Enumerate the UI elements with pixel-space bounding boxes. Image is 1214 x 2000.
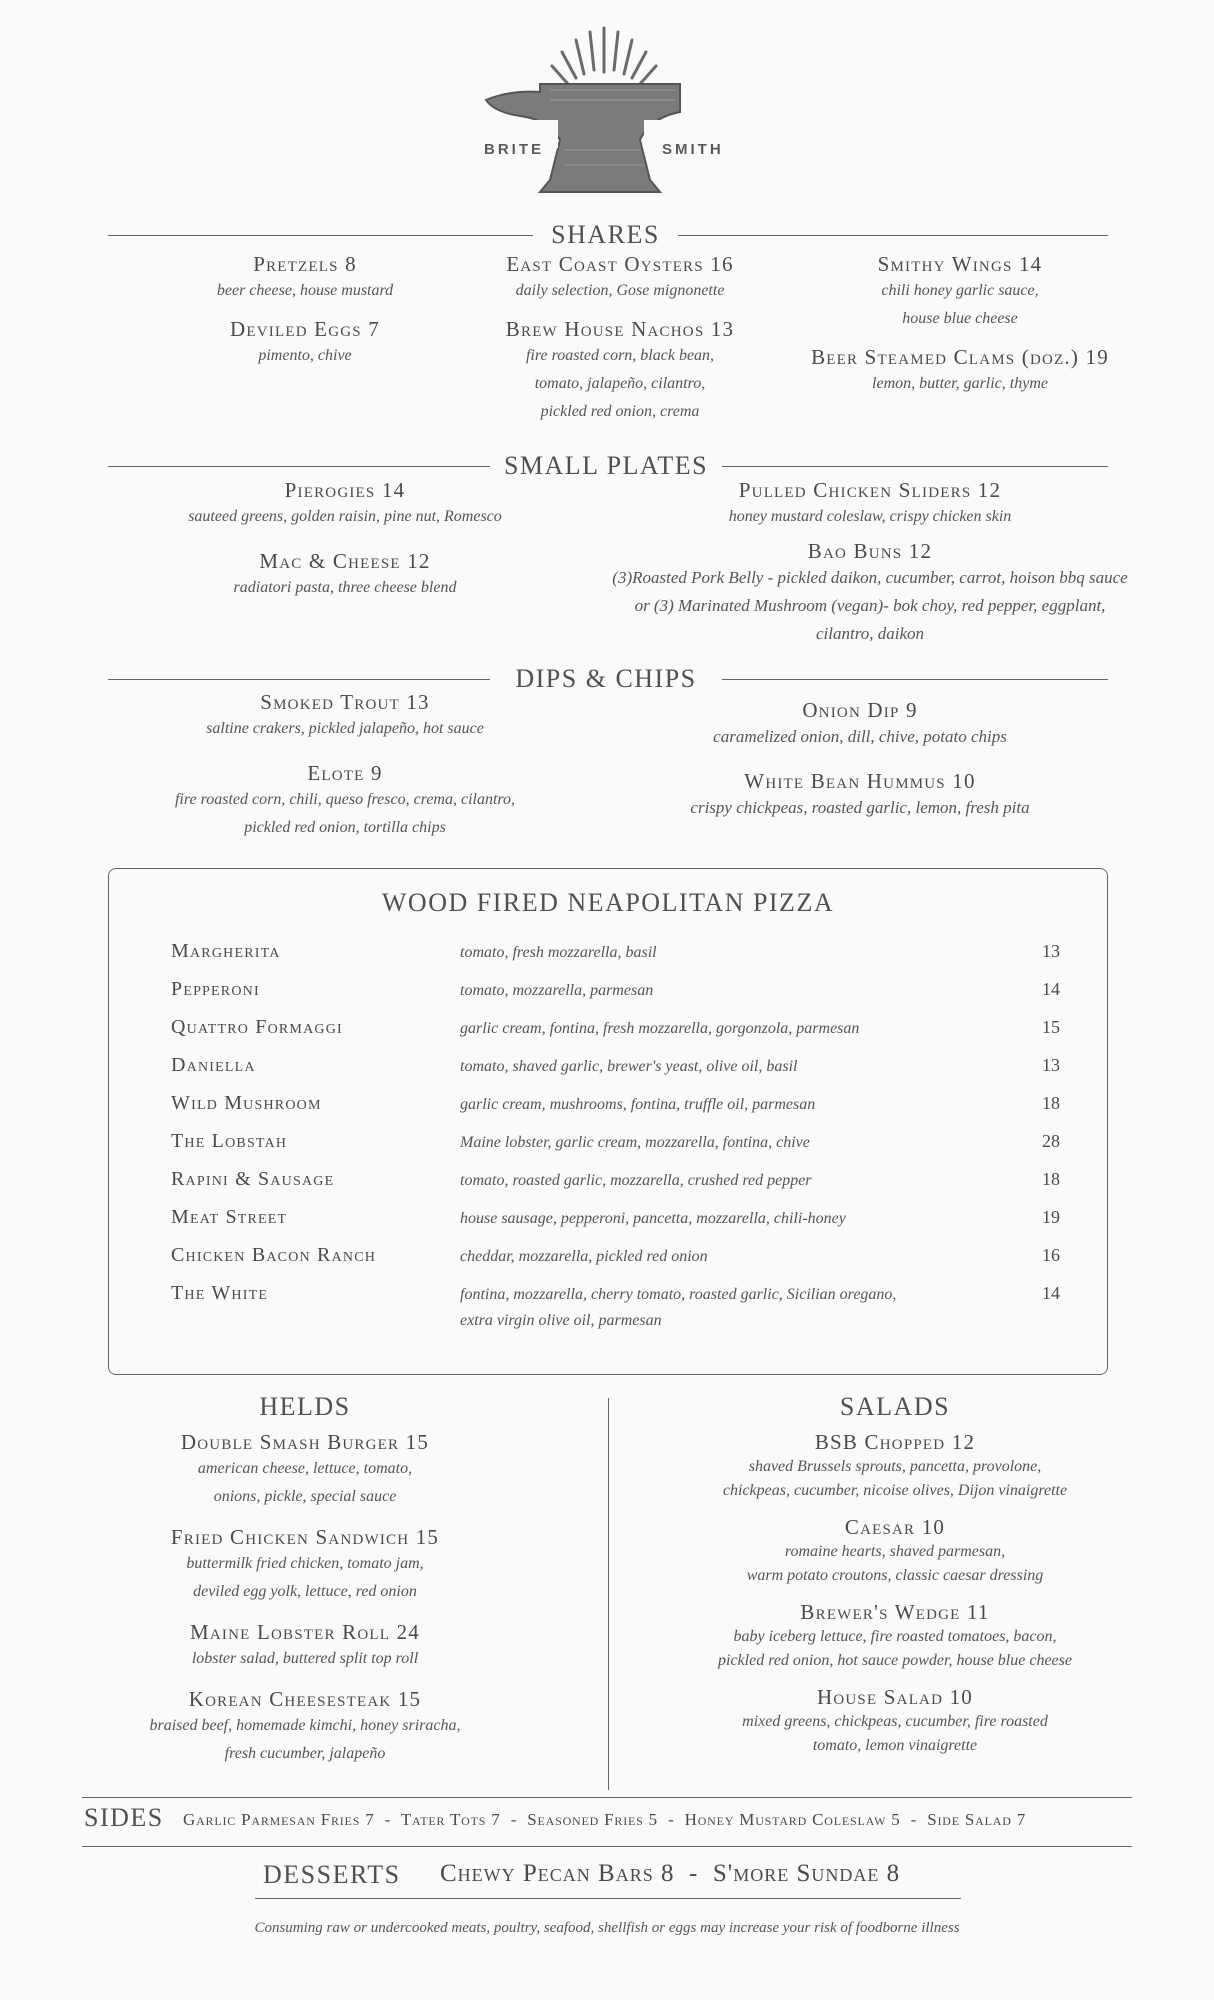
dips-right [630, 698, 1090, 822]
menu-item-name: Beer Steamed Clams (doz.) 19 [811, 345, 1109, 369]
menu-item-name: House Salad 10 [817, 1685, 973, 1709]
pizza-price: 18 [1042, 1093, 1060, 1113]
menu-item-name: Pierogies 14 [284, 478, 406, 502]
shares-column-2 [460, 252, 780, 426]
menu-item-name: Pretzels 8 [253, 252, 357, 276]
pizza-desc: tomato, fresh mozzarella, basil [460, 944, 657, 961]
pizza-name: Rapini & Sausage [171, 1168, 335, 1190]
divider [722, 466, 1108, 467]
pizza-desc: tomato, mozzarella, parmesan [460, 982, 654, 999]
section-title-shares: SHARES [551, 220, 660, 249]
menu-item-desc: mixed greens, chickpeas, cucumber, fire roasted tomato, lemon vinaigrette [742, 1713, 1048, 1754]
pizza-name: Wild Mushroom [171, 1092, 322, 1114]
menu-item-desc: buttermilk fried chicken, tomato jam, deviled egg yolk, lettuce, red onion [186, 1555, 424, 1600]
menu-item-name: Double Smash Burger 15 [180, 1430, 430, 1454]
menu-item-name: Mac & Cheese 12 [259, 549, 431, 573]
pizza-price: 28 [1042, 1131, 1060, 1151]
menu-item-desc: honey mustard coleslaw, crispy chicken skin [728, 508, 1012, 525]
menu-item-name: Fried Chicken Sandwich 15 [170, 1525, 440, 1549]
sides-list: Garlic Parmesan Fries 7 - Tater Tots 7 - Seasoned Fries 5 - Honey Mustard Coleslaw 5 - Side Salad 7 [183, 1810, 1027, 1829]
menu-item-desc: pimento, chive [258, 347, 352, 364]
column-divider [608, 1398, 609, 1790]
menu-item-desc: chili honey garlic sauce, house blue cheese [881, 282, 1039, 327]
menu-item-name: Maine Lobster Roll 24 [190, 1620, 420, 1644]
section-title-desserts: DESSERTS [263, 1860, 401, 1889]
menu-item-desc: radiatori pasta, three cheese blend [233, 579, 457, 596]
menu-item-desc: braised beef, homemade kimchi, honey sriracha, fresh cucumber, jalapeño [149, 1717, 461, 1762]
menu-item-desc: lemon, butter, garlic, thyme [872, 375, 1048, 392]
pizza-price: 13 [1042, 941, 1060, 961]
helds-list [120, 1430, 490, 1768]
menu-item-name: Brewer's Wedge 11 [800, 1600, 990, 1624]
menu-item-name: Onion Dip 9 [802, 698, 918, 722]
pizza-price: 15 [1042, 1017, 1060, 1037]
pizza-name: The Lobstah [171, 1130, 288, 1152]
shares-column-1 [140, 252, 470, 370]
menu-item-desc: (3)Roasted Pork Belly - pickled daikon, cucumber, carrot, hoison bbq sauce or (3) Marinated Mushroom (vegan)- bok choy, red pepper, eggplant, cilantro, daikon [612, 568, 1128, 643]
divider [722, 679, 1108, 680]
menu-item-desc: beer cheese, house mustard [216, 282, 394, 299]
menu-item-name: Smithy Wings 14 [877, 252, 1043, 276]
pizza-price: 16 [1042, 1245, 1060, 1265]
pizza-desc: garlic cream, fontina, fresh mozzarella, gorgonzola, parmesan [460, 1020, 860, 1037]
menu-item-desc: shaved Brussels sprouts, pancetta, provolone, chickpeas, cucumber, nicoise olives, Dijon vinaigrette [722, 1458, 1068, 1499]
section-title-salads: SALADS [839, 1392, 951, 1421]
pizza-price: 18 [1042, 1169, 1060, 1189]
pizza-desc: fontina, mozzarella, cherry tomato, roasted garlic, Sicilian oregano, extra virgin olive oil, parmesan [460, 1286, 897, 1329]
menu-item-desc: baby iceberg lettuce, fire roasted tomatoes, bacon, pickled red onion, hot sauce powder, house blue cheese [718, 1628, 1072, 1669]
pizza-name: The White [171, 1282, 269, 1304]
menu-item-desc: fire roasted corn, black bean, tomato, jalapeño, cilantro, pickled red onion, crema [525, 347, 715, 420]
menu-item-name: BSB Chopped 12 [814, 1430, 976, 1454]
menu-item-desc: fire roasted corn, chili, queso fresco, crema, cilantro, pickled red onion, tortilla chips [174, 791, 516, 836]
pizza-name: Pepperoni [171, 978, 260, 1000]
section-title-helds: HELDS [259, 1392, 351, 1421]
menu-item-desc: lobster salad, buttered split top roll [191, 1650, 419, 1667]
divider [108, 466, 490, 467]
pizza-desc: Maine lobster, garlic cream, mozzarella, fontina, chive [460, 1134, 810, 1151]
divider [678, 235, 1108, 236]
menu-item-name: Caesar 10 [844, 1515, 946, 1539]
salads-list [660, 1430, 1130, 1758]
pizza-desc: tomato, shaved garlic, brewer's yeast, olive oil, basil [460, 1058, 798, 1075]
desserts-list: Chewy Pecan Bars 8 - S'more Sundae 8 [440, 1860, 901, 1887]
pizza-price: 14 [1042, 979, 1060, 999]
menu-item-name: East Coast Oysters 16 [506, 252, 734, 276]
divider [108, 679, 490, 680]
section-title-dips-chips: DIPS & CHIPS [515, 664, 697, 693]
pizza-name: Daniella [171, 1054, 256, 1076]
small-plates-left [140, 478, 550, 602]
menu-item-name: Korean Cheesesteak 15 [188, 1687, 422, 1711]
small-plates-right [560, 478, 1180, 648]
pizza-name: Margherita [171, 940, 281, 962]
divider [255, 1898, 961, 1899]
menu-item-name: Pulled Chicken Sliders 12 [738, 478, 1002, 502]
shares-column-3 [790, 252, 1130, 398]
pizza-desc: house sausage, pepperoni, pancetta, mozzarella, chili-honey [460, 1210, 846, 1227]
menu-item-desc: caramelized onion, dill, chive, potato chips [713, 727, 1007, 746]
pizza-price: 13 [1042, 1055, 1060, 1075]
food-safety-note: Consuming raw or undercooked meats, poultry, seafood, shellfish or eggs may increase your risk of foodborne illness [254, 1920, 960, 1936]
logo-word-left: BRITE [484, 141, 544, 158]
logo-word-right: SMITH [662, 141, 724, 158]
brand-logo [480, 20, 740, 210]
menu-item-name: Deviled Eggs 7 [230, 317, 380, 341]
pizza-desc: garlic cream, mushrooms, fontina, truffle oil, parmesan [460, 1096, 816, 1113]
section-title-pizza: WOOD FIRED NEAPOLITAN PIZZA [381, 888, 835, 917]
menu-item-name: Bao Buns 12 [807, 539, 933, 563]
pizza-price: 19 [1042, 1207, 1060, 1227]
dips-left [140, 690, 550, 842]
menu-item-desc: romaine hearts, shaved parmesan, warm potato croutons, classic caesar dressing [746, 1543, 1044, 1584]
menu-item-desc: daily selection, Gose mignonette [515, 282, 725, 299]
section-title-sides: SIDES [84, 1803, 164, 1832]
menu-item-name: White Bean Hummus 10 [744, 769, 976, 793]
menu-item-name: Elote 9 [307, 761, 383, 785]
menu-item-desc: crispy chickpeas, roasted garlic, lemon, fresh pita [690, 798, 1030, 817]
divider [108, 235, 533, 236]
menu-item-name: Brew House Nachos 13 [505, 317, 735, 341]
divider [82, 1846, 1132, 1847]
pizza-name: Quattro Formaggi [171, 1016, 343, 1038]
menu-item-desc: saltine crakers, pickled jalapeño, hot sauce [206, 720, 484, 737]
menu-item-desc: american cheese, lettuce, tomato, onions, pickle, special sauce [197, 1460, 413, 1505]
pizza-desc: cheddar, mozzarella, pickled red onion [460, 1248, 708, 1265]
pizza-name: Chicken Bacon Ranch [171, 1244, 377, 1266]
pizza-price: 14 [1042, 1283, 1060, 1303]
menu-item-name: Smoked Trout 13 [260, 690, 430, 714]
menu-item-desc: sauteed greens, golden raisin, pine nut, Romesco [188, 508, 502, 525]
divider [82, 1797, 1132, 1798]
section-title-small-plates: SMALL PLATES [503, 451, 709, 480]
anvil-logo-icon [480, 20, 740, 210]
pizza-name: Meat Street [171, 1206, 288, 1228]
pizza-desc: tomato, roasted garlic, mozzarella, crushed red pepper [460, 1172, 812, 1189]
